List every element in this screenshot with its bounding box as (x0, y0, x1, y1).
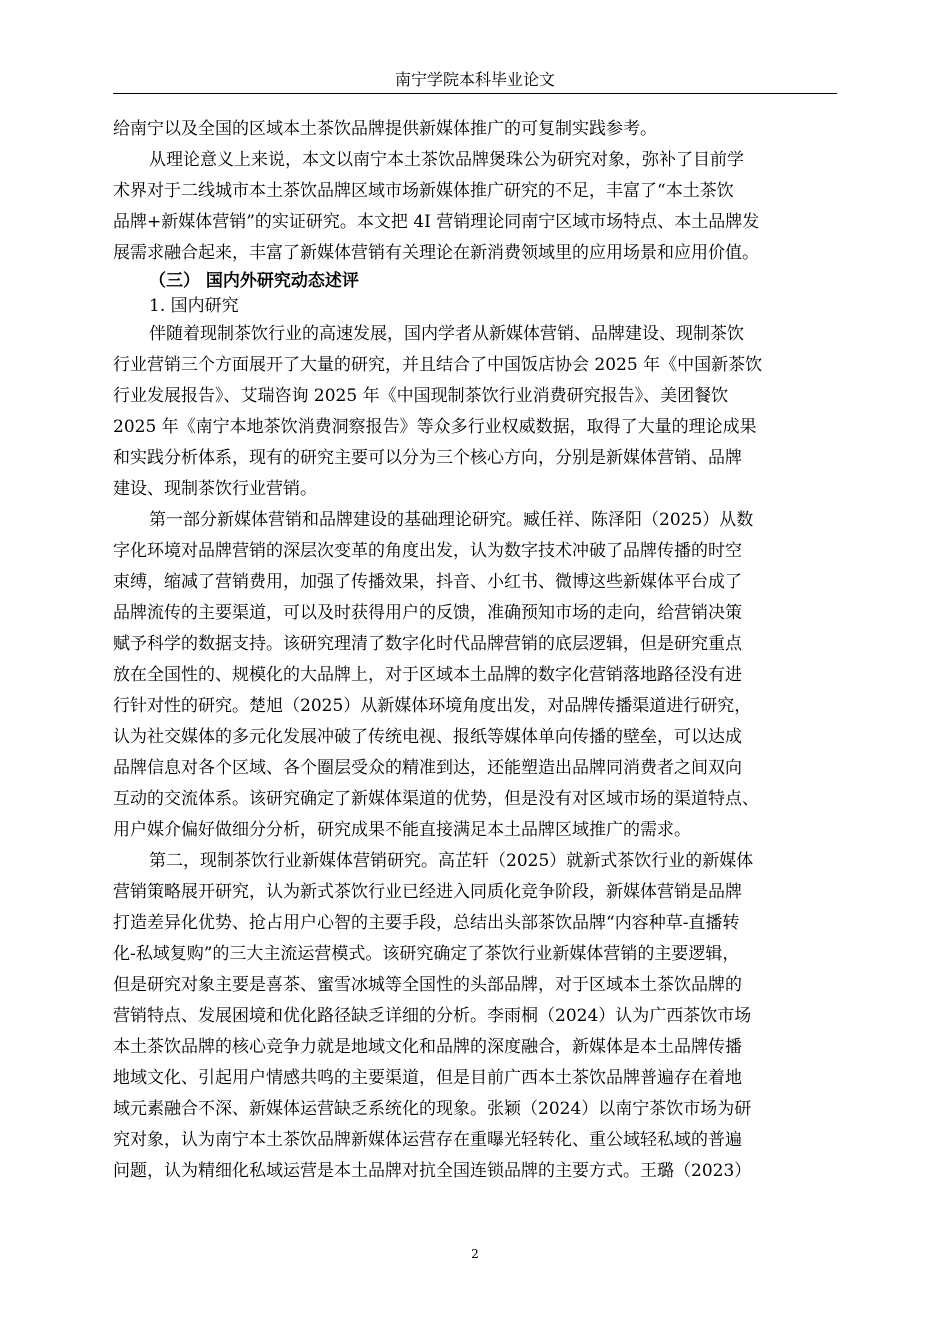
text-line: 建设、现制茶饮行业营销。 (113, 479, 317, 499)
text-line: 品牌信息对各个区域、各个圈层受众的精准到达，还能塑造出品牌同消费者之间双向 (113, 758, 742, 778)
document-body (113, 114, 837, 1187)
text-line: 字化环境对品牌营销的深层次变革的角度出发，认为数字技术冲破了品牌传播的时空 (113, 541, 742, 561)
text-line: 行业发展报告》、艾瑞咨询 2025 年《中国现制茶饮行业消费研究报告》、美团餐饮 (113, 386, 729, 406)
running-header: 南宁学院本科毕业论文 (394, 70, 555, 89)
text-line: 域元素融合不深、新媒体运营缺乏系统化的现象。张颖（2024）以南宁茶饮市场为研 (113, 1099, 752, 1119)
text-line: 认为社交媒体的多元化发展冲破了传统电视、报纸等媒体单向传播的壁垒，可以达成 (113, 727, 742, 747)
paragraph-start: 伴随着现制茶饮行业的高速发展，国内学者从新媒体营销、品牌建设、现制茶饮 (149, 324, 744, 344)
text-line: 赋予科学的数据支持。该研究理清了数字化时代品牌营销的底层逻辑，但是研究重点 (113, 634, 742, 654)
text-line: 本土茶饮品牌的核心竞争力就是地域文化和品牌的深度融合，新媒体是本土品牌传播 (113, 1037, 742, 1057)
header-rule (113, 93, 837, 94)
text-line: 互动的交流体系。该研究确定了新媒体渠道的优势，但是没有对区域市场的渠道特点、 (113, 789, 759, 809)
text-line: 地域文化、引起用户情感共鸣的主要渠道，但是目前广西本土茶饮品牌普遍存在着地 (113, 1068, 742, 1088)
text-line: 但是研究对象主要是喜茶、蜜雪冰城等全国性的头部品牌，对于区域本土茶饮品牌的 (113, 975, 742, 995)
section-heading: （三） 国内外研究动态述评 (149, 271, 359, 291)
text-line: 问题，认为精细化私域运营是本土品牌对抗全国连锁品牌的主要方式。王璐（2023） (113, 1161, 752, 1181)
text-line: 术界对于二线城市本土茶饮品牌区域市场新媒体推广研究的不足，丰富了“本土茶饮 (113, 181, 734, 201)
text-line: 品牌流传的主要渠道，可以及时获得用户的反馈，准确预知市场的走向，给营销决策 (113, 603, 742, 623)
text-line: 用户媒介偏好做细分分析，研究成果不能直接满足本土品牌区域推广的需求。 (113, 820, 691, 840)
text-line: 和实践分析体系，现有的研究主要可以分为三个核心方向，分别是新媒体营销、品牌 (113, 448, 742, 468)
text-line: 品牌+新媒体营销”的实证研究。本文把 4I 营销理论同南宁区域市场特点、本土品牌发 (113, 212, 760, 232)
text-line: 化-私域复购”的三大主流运营模式。该研究确定了茶饮行业新媒体营销的主要逻辑， (113, 944, 740, 964)
text-line: 营销策略展开研究，认为新式茶饮行业已经进入同质化竞争阶段，新媒体营销是品牌 (113, 882, 742, 902)
text-line: 打造差异化优势、抢占用户心智的主要手段，总结出头部茶饮品牌“内容种草-直播转 (113, 913, 740, 933)
page-number: 2 (471, 1247, 479, 1261)
paragraph-start: 第一部分新媒体营销和品牌建设的基础理论研究。臧任祥、陈泽阳（2025）从数 (149, 510, 754, 530)
paragraph-start: 第二，现制茶饮行业新媒体营销研究。高芷轩（2025）就新式茶饮行业的新媒体 (149, 851, 754, 871)
text-line: 放在全国性的、规模化的大品牌上，对于区域本土品牌的数字化营销落地路径没有进 (113, 665, 742, 685)
text-line: 2025 年《南宁本地茶饮消费洞察报告》等众多行业权威数据，取得了大量的理论成果 (113, 417, 757, 437)
text-line: 束缚，缩减了营销费用，加强了传播效果，抖音、小红书、微博这些新媒体平台成了 (113, 572, 742, 592)
text-line: 展需求融合起来，丰富了新媒体营销有关理论在新消费领域里的应用场景和应用价值。 (113, 243, 759, 263)
text-line: 行业营销三个方面展开了大量的研究，并且结合了中国饭店协会 2025 年《中国新茶饮 (113, 355, 763, 375)
text-line: 行针对性的研究。楚旭（2025）从新媒体环境角度出发，对品牌传播渠道进行研究， (113, 696, 752, 716)
text-line: 给南宁以及全国的区域本土茶饮品牌提供新媒体推广的可复制实践参考。 (113, 119, 657, 139)
text-line: 究对象，认为南宁本土茶饮品牌新媒体运营存在重曝光轻转化、重公域轻私域的普遍 (113, 1130, 742, 1150)
text-line: 营销特点、发展困境和优化路径缺乏详细的分析。李雨桐（2024）认为广西茶饮市场 (113, 1006, 752, 1026)
subsection-heading: 1. 国内研究 (149, 296, 239, 316)
paragraph-start: 从理论意义上来说，本文以南宁本土茶饮品牌煲珠公为研究对象，弥补了目前学 (149, 150, 744, 170)
